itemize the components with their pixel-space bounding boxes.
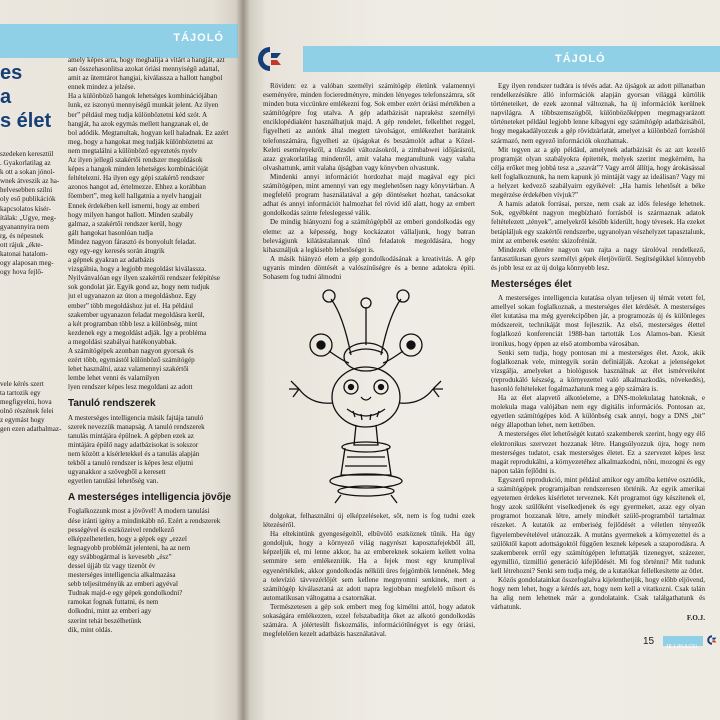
paragraph: Röviden: ez a valóban személyi számítógép életünk valamennyi eseményére, minden focieredményre, minden lényeges telefonszámra, sőt minden buta viccünkre emlékezni fog. Sok ember ezért óriási mértékben a számítógépre fog utalva. A gép adatbázisát naprakész személyi enciklopédiaként használhatjuk majd. A gép rendelet, felkelthet reggel, figyelheti az autónk által megtett távolságot, emlékezhet barátaink telefonszámára, figyelheti az újságokat és beszámolót adhat a Közel-Keleti eseményekről, a tőzsdei változásokról, a zimbabwei időjárásról, azaz gyakorlatilag mindenről, amit valaha megtanultunk vagy valaha olvashattunk, amit valaha újságban vagy könyvben olvastunk. xyxy=(263,82,475,172)
text-line: Tudnak majd-e egy gépek gondolkodni? xyxy=(68,589,183,598)
footer-band xyxy=(663,636,703,650)
text-line: pességével és eszközeivel rendelkező xyxy=(68,525,175,534)
text-line: lembe lehet venni és valamilyen xyxy=(68,374,160,383)
left-column-1-bottom xyxy=(0,380,62,435)
text-line: mintájára épülő nagy adatbázisokat is sokszor xyxy=(68,440,199,449)
text-line: rg, és népesnek xyxy=(0,231,44,240)
text-line: a két programban több lesz a különbség, mint xyxy=(68,319,198,328)
text-line: egy svábbogármal is kevesebb „ész” xyxy=(68,552,172,561)
right-page xyxy=(243,0,720,720)
section-jovo-text xyxy=(68,507,234,634)
text-line: A mesterséges intelligencia másik fajtája tanuló xyxy=(68,413,204,422)
text-line: lehet használni, azaz valamennyi szakértői xyxy=(68,365,189,374)
text-line: megfigyelni, hova xyxy=(0,398,52,407)
paragraph: Ha eltekintünk gyengeségeitől, elbűvölő eszköznek tűnik. Ha úgy gondoljuk, hogy a környező világ nagyrészt kaposztafejekből áll, képzeljük el, mi lenne akkor, ha az embereknek sokaiem kellett volna semmire sem emlékezniük. Ha a fejek most egy krumplival egyenértékűek, akkor gondolkodás nélküli üres fejgömbök lennének. Meg a televízió távvezérlőjét sem kellene megnyomni senkinek, mert a számítógép kiválasztaná az adott napra legjobban megfelelő műsort és automatikusan váltogatna a csatornákat. xyxy=(263,530,475,602)
text-line: Az ilyen jellegű szakértői rendszer megoldások xyxy=(68,156,203,165)
text-line: egy egy-egy keresés során átugrik xyxy=(68,246,165,255)
text-line: nem megtalálni a különböző egyeztetés nyelv xyxy=(68,146,198,155)
text-line: lyen rendszer képes lesz megoldani az adott xyxy=(68,383,193,392)
section-mesterseges-elet-text xyxy=(491,294,705,612)
left-column-1 xyxy=(0,150,62,277)
text-line: nem között a kísérletekkel és a tanulás alapján xyxy=(68,449,200,458)
text-line: ogy alaposan meg- xyxy=(0,259,54,268)
paragraph: Természetesen a gép sok embert meg fog kímélni attól, hogy adatok sokaságára emlékezzen, ezzel felszabadítja őket az alkotó gondolkodás számára. A jólértesült fiskozmális, információtűnégyet is egy óriási, megfelelően kezelt adatbázis használatával. xyxy=(263,602,475,639)
paragraph: Egy ilyen rendszer tudtára is tévés adat. Az újságok az adott pillanatban rendelkezésükre álló információk alapján gyorsan világgá kürtölik történeteiket, de ezek azonnal változnak, ha új információk kerülnek napvilágra. A többszemszögből, különbözőképpen megmagyarázott történeteket például legjobb lenne kibagyni egy számítógép adatbázisából, hogy megakadályozzuk a gép rövidzárlatát, amelyet a különböző forrásból származó, nem egyező információk okozhatnak. xyxy=(491,82,705,145)
paragraph: A másik hiányzó elem a gép gondolkodásának a kreativitás. A gép ugyanis minden döntését a valószínűségre és a benne adatokra építi. Sohasem fog tudni álmodni xyxy=(263,254,475,281)
paragraph: Mindenki annyi információt hordozhat majd magával egy pici számítógépen, mint amennyi van egy meglehetősen nagy könyvtárban. A megfelelő program használatával a gép döntéseket hozhat, tanácsokat adhat és annyi információt halmozhat fel rövid idő alatt, hogy az embert gondolkodás szinte feleslegessé válik. xyxy=(263,172,475,218)
text-line: . Gyakorlatilag az xyxy=(0,159,51,168)
left-column-2 xyxy=(68,56,234,635)
text-line: a gépnek gyakran az adatbázis xyxy=(68,256,155,265)
text-line: föembert”, meg kell hallgatnia a nyelv hangjait xyxy=(68,192,202,201)
left-page xyxy=(0,0,243,720)
text-line: ogy hova fejlő- xyxy=(0,268,44,277)
paragraph: Mit tegyen az a gép például, amelynek adatbázisát és az azt kezelő programját olyan szabályokra építették, melyek szerint megkérném, ha célja erőket meg jobbá tesz a „szavát”? Vagy arról állítja, hogy árokásással kell foglalkoznunk, ha nem kapunk jó mintáját vagy az ideálisan? Vagy mi a helyzet kedvező szabályairn egyikével: „Ha hamis lehetősét a béke megérzése érdekében vívjuk?” xyxy=(491,145,705,200)
text-line: meg, hogy a hangokat meg tudják különböztetni az xyxy=(68,137,213,146)
paragraph: Egyszerű reprodukció, mint például amikor egy amőba kettéve osztódik, a számítógépek programjaiban rendszeresen történik. Az egyik amerikai egyetemen érdekes kísérletet terveznek. Két programot úgy készítenek el, hogy azok szülőként viselkedjenek és egy gyermeket, azaz egy olyan programot hozzanak létre, amely mindkét szülő-programból tartalmaz részeket. A kutatók az emberiség fejlődését a véletlen tényezők figyelembevételével utánozzák. A mutáns gyermekek a környezettel és a szülőktől kapott adottságoktól függően lesznek képesek a szaporodásra. A szakemberek erről egy számítógépen lefuttatják tizenegyet, százezer, egymillió, tízmillió generáció kifejlődését. Mi fog történni? Mit tudunk kell létrehozni? Senki sem tudja még, de a kutatókat fellelkesítette az ötlet. xyxy=(491,475,705,575)
text-line: szerint tehát beszélhetünk xyxy=(68,616,142,625)
text-line: oly eső publikációk xyxy=(0,195,56,204)
right-header xyxy=(243,44,720,76)
text-line: azonos hangot ad, értelmezze. Ehhez a korábban xyxy=(68,183,206,192)
section-heading-mesterseges-elet: Mesterséges élet xyxy=(491,278,572,290)
text-line: szerek nevezzük manapság. A tanuló rendszerek xyxy=(68,422,205,431)
text-line: galmaz, a szakértői rendszer kerül, hogy xyxy=(68,219,183,228)
text-line: amit az ütemtárot hangjai, kiválassza a hallott hangbol xyxy=(68,74,223,83)
text-line: lunk, ez iszonyú mennyiségű munkát jelent. Az ilyen xyxy=(68,101,219,110)
section-heading-tanulo: Tanuló rendszerek xyxy=(68,398,156,410)
text-line: san összehasonlitsa azokat óriási mennyiségű adattal, xyxy=(68,65,220,74)
text-line: ítálak: „Ugye, meg- xyxy=(0,213,57,222)
text-line: z egymást hogy xyxy=(0,416,45,425)
author-signature: F.O.J. xyxy=(686,614,705,623)
right-column-1 xyxy=(263,82,475,282)
paragraph: dolgokat, felhasználni új elképzeléseket, sőt, nem is fog tudni ezek létezéséről. xyxy=(263,512,475,530)
text-line: dessel újjáb tíz vagy tizenöt év xyxy=(68,561,156,570)
text-line: dolkodni, mint az emberi agy xyxy=(68,607,152,616)
paragraph: Senki sem tudja, hogy pontosan mi a mesterséges élet. Azok, akik foglalkoznak vele, mintegyik során definiálják. Azokat a jelenségeket vizsgálja, amelyeket a biológusok használnak az élet ismérveiként (reprodukáló készség, a környezettel való alkalmazkodás, növekedés), hasonló feltételeket fogalmazhatunk meg a gép számára is. xyxy=(491,348,705,393)
text-line: Foglalkozzunk most a jövővel! A modern tanulási xyxy=(68,507,210,516)
text-line: ember” több megoldáshoz jut el. Ha például xyxy=(68,301,194,310)
text-line: szakember ugyanazon feladat megoldásra kerül, xyxy=(68,310,205,319)
left-intro-paragraph xyxy=(68,56,234,92)
text-line: dése iránti igény a mindinkább nő. Ezért a rendszerek xyxy=(68,516,221,525)
left-header-title: TÁJOLÓ xyxy=(173,32,224,44)
paragraph: A hamis adatok forrásai, persze, nem csak az idős felesége lehetnek. Sok, egyébként nagyon megbízható forrásból is származnak adatok feltételezett „tények”, amelyekről később kiderült, hogy tévesek. Ha ezeket betápláljuk egy szakértői rendszerbe, ugyanolyan vészhelyzet tapasztalunk, mint az emberek esetén: skizofréniát. xyxy=(491,200,705,245)
text-line: gyanannyira nem xyxy=(0,222,50,231)
text-line: mesterséges intelligencia alkalmazása xyxy=(68,571,176,580)
text-line: jut el ugyanazon az úton a megoldáshoz. Egy xyxy=(68,292,197,301)
page-number: 15 xyxy=(643,636,655,647)
text-line: helvesebben szílni xyxy=(0,186,53,195)
footer-band-text: 18 1 (KULCS) xyxy=(666,644,698,650)
book-gutter xyxy=(236,0,250,720)
text-line: vizsgálnia, hogy a legjobb megoldást kiválassza. xyxy=(68,265,207,274)
alien-robot-illustration xyxy=(281,285,451,507)
text-line: katonai hatalom- xyxy=(0,250,48,259)
text-line: egyetlen tanulási lehetőség van. xyxy=(68,477,159,486)
text-line: olnö részének felei xyxy=(0,407,54,416)
text-line: gált hangokat hasonlóan tudja xyxy=(68,228,153,237)
right-header-band xyxy=(303,46,720,72)
text-line: dik, mint oldás. xyxy=(68,625,113,634)
text-line: szedeken keresztül xyxy=(0,150,54,158)
text-line: gen ezen adatbalmaz- xyxy=(0,425,62,434)
text-line: tekből a tanuló rendszer is képes lesz eljutni xyxy=(68,459,194,468)
footer-commodore-logo-icon xyxy=(706,634,718,646)
text-line: ezért több, egymástól különböző számítógép xyxy=(68,356,195,365)
text-line: vele kérés szert xyxy=(0,380,44,388)
text-line: Ha a különböző hangok lehetséges kombinációjában xyxy=(68,92,218,101)
text-line: sok gondolat jár. Egyik gond az, hogy nem tudjuk xyxy=(68,283,210,292)
text-line: elképzelhetetlen, hogy a gépek egy „ezzel xyxy=(68,534,187,543)
section-tanulo-text xyxy=(68,414,234,487)
text-line: wnek átveszik az ha- xyxy=(0,177,60,186)
left-body-paragraphs xyxy=(68,92,234,392)
text-line: amely képes arra, hogy meghalija a vitárt a hangját, azt xyxy=(68,56,225,64)
text-line: ta tartozik egy xyxy=(0,389,41,398)
text-line: képes a hangok minden lehetséges kombinációját xyxy=(68,165,209,174)
text-line: sebb teljesítményük az emberi agyéval xyxy=(68,580,178,589)
text-line: k ott a sokan jónol- xyxy=(0,168,55,177)
text-line: Ennek érdekében kell ismerni, hogy az emberi xyxy=(68,201,200,210)
paragraph: A mesterséges intelligencia kutatása olyan teljesen új témát vetett fel, amellyel sokan foglalkoznak, a mesterséges élet kérdését. A mesterséges élet kutatása ma még gyerekcipőben jár, a programozás új és különleges módszereit, technikáját most fejlesztik. Az első, mesterséges élettel foglalkozó konferenciát 1988-ban tartották Los Alamos-ban. Kiesit ironikus, hogy éppen az első atombomba városában. xyxy=(491,294,705,348)
text-line: Mindez nagyon fárasztó és bonyolult feladat. xyxy=(68,237,197,246)
text-line: feltételezni. Ha ilyen egy gépi szakértő rendszer xyxy=(68,174,205,183)
text-line: legnagyobb problémát jelenteni, ha az nem xyxy=(68,543,191,552)
text-line: hangját, ha azok egymás mellett hangzanak el, de xyxy=(68,119,209,128)
paragraph: Mindezek ellenére nagyon van rajta a nagy tárolóval rendelkező, fantasztikusan gyors személyi gépek életjövőiről. Segítségükkel könnyebb és jobb lesz ez az új dolga könnyebb lesz. xyxy=(491,245,705,272)
text-line: ramokat fognak futtatni, és nem xyxy=(68,598,159,607)
paragraph: Közös gondolatainkat összefoglalva kijelenthetjük, hogy előbb eljövend, hogy nem lehet, hogy a kérdés azt, hogy nem kell a vitatkozni. Csak talán ha alig nem lehetnek már a gondolataink. Csak találgathatunk és várhatunk. xyxy=(491,575,705,612)
left-header-band xyxy=(0,24,238,58)
text-line: ber” például meg tudja különböztetni kéd szót. A xyxy=(68,110,208,119)
right-header-title: TÁJOLÓ xyxy=(555,53,606,65)
text-line: bol adódik. Megtanultak, hogyan kell haladnak. Ez azért xyxy=(68,128,229,137)
left-headline-line-2: a xyxy=(0,86,12,108)
text-line: kapcsolatos kísér- xyxy=(0,204,51,213)
commodore-logo-icon xyxy=(255,44,285,74)
paragraph: De mindig hiányozni fog a számítógépből az emberi gondolkodás egy eleme: az a képesség, hogy kockázatot vállaljunk, hogy batran belevágjunk kilátástalannak tűnő feladatok megoldására, hogy kihasználjuk a legkisebb lehetőséget is. xyxy=(263,218,475,254)
paragraph: Ha az élet alapvető alkotóeleme, a DNS-molekulatag hatoknak, e molekula maga valójában nem egy digitális információs. Pontosan az, egyetlen számítógépes kód. A különbség csak annyi, hogy a DNS „bit” négy állapotban lehet, nem kettőben. xyxy=(491,394,705,430)
text-line: tanulás mintájára épülnek. A gépben ezek az xyxy=(68,431,194,440)
right-column-2-top-text xyxy=(491,82,705,273)
left-headline-line-1: es xyxy=(0,62,23,84)
text-line: ennek mindez a jelzése. xyxy=(68,83,136,92)
text-line: Nyilvánvalóan egy ilyen szakértői rendszer felépítése xyxy=(68,274,220,283)
text-line: A számítógépek azonban nagyon gyorsak és xyxy=(68,347,194,355)
text-line: a megoldási szabályai hatékonyabbak. xyxy=(68,337,177,346)
left-headline-line-3: s élet xyxy=(0,110,52,132)
text-line: ugyanakkor a szövegből a keresett xyxy=(68,468,166,477)
right-column-1-bottom xyxy=(263,512,475,639)
text-line: hogy milyen hangot hallott. Minden szabály xyxy=(68,210,194,219)
text-line: ott rájuk „ékte- xyxy=(0,240,43,249)
text-line: kezdenek egy a megoldást adják. Így a probléma xyxy=(68,328,207,337)
paragraph: A mesterséges élet lehetőségét kutató szakemberek szerint, hogy egy élő elektronikus szervezet hozzanak létre. Hangsúlyozzuk újra, hogy nem mesterséges tudatot, csak mesterséges életet. Ez a szervezet képes lesz magát reprodukálni, a környezetéhez alkalmazkodni, nőni, mozogni és egy napon talán fejlődni is. xyxy=(491,430,705,475)
section-heading-jovo: A mesterséges intelligencia jövője xyxy=(68,492,232,504)
right-column-2 xyxy=(491,82,705,623)
